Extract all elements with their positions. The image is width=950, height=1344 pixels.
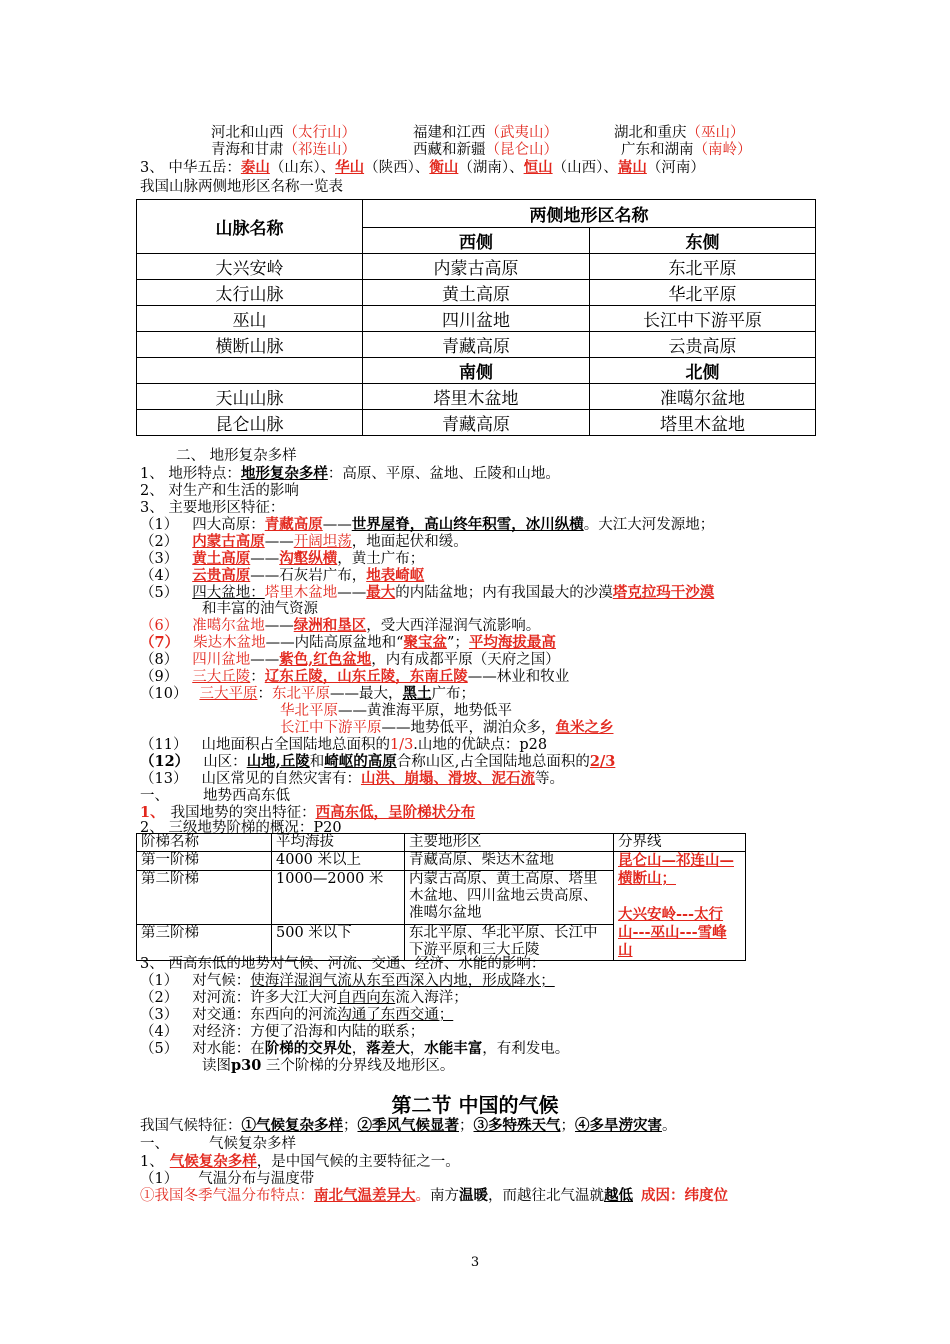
landform-name: 柴达木盆地: [193, 635, 266, 651]
item-line-cont: [280, 702, 512, 720]
landform-name: 四川盆地: [192, 652, 251, 668]
item-number: （5）: [140, 1041, 179, 1057]
item-number: （1）: [140, 1171, 179, 1187]
key-phrase: ②季风气候显著: [357, 1117, 459, 1134]
mountain-name: （巫山）: [686, 125, 745, 141]
table-cell: 横断山脉: [137, 332, 363, 358]
key-phrase: 越低: [604, 1187, 633, 1204]
text: ——最大，: [329, 686, 403, 702]
mountain-line-2b: [413, 141, 558, 159]
table-cell: 青藏高原、柴达木盆地: [405, 852, 614, 871]
separator: 、: [414, 160, 430, 176]
table-cell: 四川盆地: [363, 306, 590, 332]
text: ——: [264, 618, 294, 634]
mountain-name: （武夷山）: [485, 125, 558, 141]
col-header: 分界线: [614, 834, 746, 852]
text: 合称山区,占全国陆地总面积的: [396, 754, 590, 770]
landform-name: 云贵高原: [192, 567, 251, 584]
text: ——地势低平，湖泊众多，: [381, 720, 556, 736]
table-cell: 长江中下游平原: [590, 306, 816, 332]
text: ，黄土广布；: [337, 551, 425, 567]
heading-number: 一、: [140, 788, 169, 804]
item-line: [140, 753, 615, 771]
page-number: 3: [470, 1255, 480, 1270]
text: ”；: [447, 635, 469, 651]
heading-number: 一、: [140, 1136, 169, 1152]
key-phrase: 气候复杂多样: [169, 1153, 257, 1170]
mountain-line-1: [211, 124, 356, 142]
boundary-line: 昆仑山—祁连山—横断山；: [618, 852, 734, 887]
table-cell: 内蒙古高原、黄土高原、塔里木盆地、四川盆地云贵高原、准噶尔盆地: [405, 870, 614, 924]
key-phrase: 绿洲和垦区: [293, 617, 367, 634]
item-line-cont: [280, 719, 614, 737]
text: 对水能：在: [192, 1041, 265, 1057]
item-number: （2）: [140, 534, 179, 550]
key-phrase: 温暖: [459, 1187, 488, 1204]
landform-name: 东北平原: [271, 686, 330, 702]
item-number: （4）: [140, 568, 179, 584]
item-number: （12）: [140, 753, 190, 770]
item-number: （6）: [140, 618, 179, 634]
text: 气温分布与温度带: [198, 1171, 315, 1187]
text-line: [140, 1117, 677, 1135]
text: 的内陆盆地；内有我国最大的沙漠: [395, 585, 613, 601]
mountain-pair: 湖北和重庆: [614, 125, 687, 141]
wuyue-mountain: 恒山: [523, 159, 553, 176]
text-line: 3、 主要地形区特征：: [140, 500, 285, 516]
landform-name: 三大丘陵: [192, 669, 251, 685]
table-cell: 昆仑山脉: [137, 410, 363, 436]
item-line: [140, 634, 556, 652]
text: ，而越往北气温就: [488, 1188, 604, 1204]
table-cell: 内蒙古高原: [363, 254, 590, 280]
wuyue-province: （河南）: [646, 160, 705, 176]
separator: 、: [603, 160, 618, 176]
mountain-pair: 广东和湖南: [621, 142, 694, 158]
key-phrase: 紫色,红色盆地: [279, 651, 372, 668]
wuyue-mountain: 华山: [335, 159, 365, 176]
wuyue-province: （山东）: [269, 160, 321, 176]
mountain-pair: 青海和甘肃: [211, 142, 284, 158]
key-phrase: ④多旱涝灾害: [575, 1117, 662, 1134]
table-cell: 塔里木盆地: [363, 384, 590, 410]
table-cell: 东北平原: [590, 254, 816, 280]
section-title: 第二节 中国的气候: [391, 1093, 559, 1117]
item-number: （5）: [140, 585, 179, 601]
mountain-line-2: [211, 141, 356, 159]
text: ——内陆高原盆地和“: [265, 635, 404, 651]
item-number: （13）: [140, 771, 188, 787]
item-number: （1）: [140, 517, 179, 533]
text: 对气候：: [192, 973, 251, 989]
key-phrase: 2/3: [589, 753, 616, 770]
text: ——林业和牧业: [467, 669, 570, 685]
text: 和: [309, 754, 325, 770]
item-line: [140, 617, 540, 635]
table-cell: 塔里木盆地: [590, 410, 816, 436]
landform-name: 塔里木盆地: [264, 585, 338, 601]
mountain-name: （太行山）: [283, 125, 356, 141]
landform-name: 三大平原: [199, 686, 258, 702]
key-phrase: 水能丰富: [424, 1040, 483, 1057]
col-header-north: 北侧: [590, 358, 816, 384]
note-line: [202, 1057, 454, 1075]
key-phrase: 自西向东: [337, 990, 396, 1006]
item-number: （8）: [140, 652, 179, 668]
text: 等。: [534, 771, 564, 787]
text: ，受大西洋湿润气流影响。: [366, 618, 541, 634]
text: 对交通：东西向的河流: [192, 1007, 338, 1023]
item-line: [140, 1040, 569, 1058]
key-phrase: 地表崎岖: [366, 567, 425, 584]
col-header: 主要地形区: [405, 834, 614, 852]
mountain-line-2c: [621, 141, 752, 159]
table-cell: 4000 米以上: [272, 852, 405, 871]
key-phrase: 崎岖的高原: [324, 753, 397, 770]
item-number: （11）: [140, 737, 188, 753]
table-cell: 第二阶梯: [137, 870, 272, 924]
table-cell: 大兴安岭: [137, 254, 363, 280]
text: 读图: [202, 1058, 231, 1074]
col-header: 平均海拔: [272, 834, 405, 852]
item-number: （9）: [140, 669, 179, 685]
boundary-line: 大兴安岭---太行山---巫山---雪峰山: [618, 906, 727, 959]
key-phrase: 使海洋湿润气流从东至西深入内地，形成降水；: [250, 973, 555, 989]
boundary-cell: [614, 852, 746, 961]
text: ——黄淮海平原，地势低平: [338, 703, 512, 719]
text: 山区常见的自然灾害有：: [201, 771, 361, 787]
text: 。: [415, 1188, 430, 1204]
item-number: （1）: [140, 973, 179, 989]
text: 广布；: [431, 686, 475, 702]
text: 南方: [430, 1188, 459, 1204]
mountain-name: （南岭）: [693, 142, 752, 158]
key-phrase: 最大: [366, 584, 396, 601]
table-cell-empty: [137, 358, 363, 384]
col-header-south: 南侧: [363, 358, 590, 384]
key-phrase: p30: [231, 1057, 262, 1074]
mountain-pair: 西藏和新疆: [413, 142, 486, 158]
table-cell: 第三阶梯: [137, 924, 272, 960]
text: 流入海洋；: [395, 990, 468, 1006]
item-line-cont: 和丰富的油气资源: [202, 601, 318, 617]
key-phrase: 聚宝盆: [403, 634, 448, 651]
text: 四大高原：: [192, 517, 265, 533]
separator: ；: [459, 1118, 474, 1134]
item-number: 1、: [140, 1154, 164, 1170]
separator: 、: [320, 160, 336, 176]
item-number: （7）: [140, 634, 180, 651]
key-phrase: 鱼米之乡: [555, 719, 614, 736]
text: 四大盆地：: [192, 585, 265, 601]
key-phrase: 地形复杂多样: [240, 465, 328, 482]
item-number: （10）: [140, 686, 188, 702]
text: ，内有成都平原（天府之国）: [371, 652, 560, 668]
item-line: [140, 533, 468, 551]
key-phrase: 山洪、崩塌、滑坡、泥石流: [360, 770, 535, 787]
table-cell: 天山山脉: [137, 384, 363, 410]
wuyue-province: （陕西）: [364, 160, 415, 176]
key-phrase: 世界屋脊，高山终年积雪，冰川纵横: [351, 516, 584, 533]
text: ——: [322, 517, 352, 533]
item-line: [140, 516, 714, 534]
item-line: [140, 736, 547, 754]
table-cell: 太行山脉: [137, 280, 363, 306]
mountain-line-1b: [413, 124, 558, 142]
key-phrase: 成因：纬度位: [641, 1187, 728, 1204]
key-phrase: 黑土: [402, 685, 432, 702]
mountain-name: （祁连山）: [283, 142, 356, 158]
item-line: [140, 651, 560, 669]
table-cell: 东北平原、华北平原、长江中下游平原和三大丘陵: [405, 924, 614, 960]
landform-name: 长江中下游平原: [280, 720, 382, 736]
key-phrase: 开阔坦荡: [293, 534, 352, 550]
table-cell: 500 米以下: [272, 924, 405, 960]
key-phrase: 阶梯的交界处: [264, 1040, 352, 1057]
text: ，是中国气候的主要特征之一。: [256, 1154, 460, 1170]
wuyue-province: （山西）: [552, 160, 604, 176]
key-phrase: 沟壑纵横: [279, 550, 338, 567]
section-heading: 二、 地形复杂多样: [176, 448, 297, 464]
wuyue-mountain: 嵩山: [617, 159, 647, 176]
item-line: [140, 770, 564, 788]
separator: ；: [560, 1118, 575, 1134]
text: ——石灰岩广布，: [250, 568, 367, 584]
item-line: [140, 567, 424, 585]
section-heading: [140, 787, 290, 805]
table-cell: 青藏高原: [363, 410, 590, 436]
table-cell: 1000—2000 米: [272, 870, 405, 924]
landform-name: 准噶尔盆地: [192, 618, 265, 634]
text: 3、 西高东低的地势对气候、河流、交通、经济、水能的影响：: [140, 956, 546, 972]
item-line: [140, 989, 468, 1007]
col-header-east: 东侧: [590, 228, 816, 254]
text: 我国气候特征：: [140, 1118, 242, 1134]
table-caption: 我国山脉两侧地形区名称一览表: [140, 179, 343, 195]
key-phrase: ③多特殊天气: [473, 1117, 561, 1134]
text-line: [140, 1153, 460, 1171]
heading-text: 地势西高东低: [203, 788, 290, 804]
heading-text: 气候复杂多样: [209, 1136, 296, 1152]
wuyue-prefix: 3、 中华五岳：: [140, 160, 241, 176]
text: 。大江大河发源地；: [583, 517, 715, 533]
key-phrase: ①气候复杂多样: [241, 1117, 343, 1134]
text-line: [140, 1187, 728, 1205]
key-phrase: 平均海拔最高: [468, 634, 556, 651]
separator: 、: [509, 160, 524, 176]
item-number: （3）: [140, 551, 179, 567]
text: 对河流：许多大江大河: [192, 990, 338, 1006]
item-line: [140, 550, 424, 568]
text: 山地面积占全国陆地总面积的: [201, 737, 390, 753]
text: ——: [250, 551, 280, 567]
key-phrase: 西高东低，呈阶梯状分布: [315, 804, 476, 821]
wuyue-province: （湖南）: [458, 160, 510, 176]
wuyue-mountain: 泰山: [240, 159, 270, 176]
item-number: （4）: [140, 1024, 179, 1040]
table-cell: 云贵高原: [590, 332, 816, 358]
col-header: 阶梯名称: [137, 834, 272, 852]
section-heading: [140, 1135, 296, 1153]
text: .山地的优缺点：p28: [413, 737, 548, 753]
table-cell: 华北平原: [590, 280, 816, 306]
key-phrase: 1/3: [389, 737, 414, 753]
text-line: [140, 1170, 314, 1188]
key-phrase: 南北气温差异大: [314, 1187, 416, 1204]
key-phrase: 塔克拉玛干沙漠: [612, 584, 715, 601]
text: ，地面起伏和缓。: [351, 534, 468, 550]
text: ——: [337, 585, 367, 601]
table-cell: 巫山: [137, 306, 363, 332]
text: ：: [257, 686, 272, 702]
key-phrase: 山地,丘陵: [246, 753, 310, 770]
mountain-table: [136, 199, 816, 436]
landform-name: 内蒙古高原: [192, 533, 265, 550]
text: ，: [351, 1041, 367, 1057]
wuyue-line: [140, 159, 705, 177]
text: 山区：: [203, 754, 247, 770]
col-header-group: 两侧地形区名称: [363, 200, 816, 228]
text: ：: [250, 669, 265, 685]
col-header-west: 西侧: [363, 228, 590, 254]
table-cell: 黄土高原: [363, 280, 590, 306]
col-header-mountain: 山脉名称: [137, 200, 363, 254]
separator: ；: [343, 1118, 358, 1134]
table-cell: 准噶尔盆地: [590, 384, 816, 410]
text-line: 2、 三级地势阶梯的概况：P20: [140, 820, 342, 836]
text: 对经济：方便了沿海和内陆的联系；: [192, 1024, 425, 1040]
text-line: [140, 465, 560, 483]
text: 我国地势的突出特征：: [170, 805, 316, 821]
item-line: [140, 972, 555, 990]
item-line: [140, 1006, 453, 1024]
text: ——: [250, 652, 280, 668]
item-line: [140, 668, 569, 686]
item-number: 1、: [140, 804, 165, 821]
text: 三个阶梯的分界线及地形区。: [261, 1058, 455, 1074]
landform-name: 黄土高原: [192, 550, 251, 567]
text: ，有利发电。: [482, 1041, 570, 1057]
text: 1、 地形特点：: [140, 466, 241, 482]
key-phrase: 沟通了东西交通；: [337, 1007, 454, 1023]
text-line: [140, 955, 559, 973]
text-line: 2、 对生产和生活的影响: [140, 483, 299, 499]
table-cell: 青藏高原: [363, 332, 590, 358]
steps-table: [136, 833, 746, 961]
mountain-name: （昆仑山）: [485, 142, 558, 158]
text: ，: [409, 1041, 425, 1057]
key-phrase: 辽东丘陵，山东丘陵，东南丘陵: [264, 668, 468, 685]
table-cell: 第一阶梯: [137, 852, 272, 871]
mountain-pair: 河北和山西: [211, 125, 284, 141]
landform-name: 青藏高原: [264, 516, 323, 533]
text: ①我国冬季气温分布特点：: [140, 1188, 314, 1204]
text: ——: [264, 534, 294, 550]
item-number: （3）: [140, 1007, 179, 1023]
key-phrase: 落差大: [366, 1040, 410, 1057]
item-number: （2）: [140, 990, 179, 1006]
item-line: [140, 685, 475, 703]
wuyue-mountain: 衡山: [429, 159, 459, 176]
mountain-pair: 福建和江西: [413, 125, 486, 141]
text: ：高原、平原、盆地、丘陵和山地。: [327, 466, 560, 482]
item-line: [140, 1023, 424, 1041]
text: 。: [662, 1118, 677, 1134]
mountain-line-1c: [614, 124, 745, 142]
landform-name: 华北平原: [280, 703, 338, 719]
